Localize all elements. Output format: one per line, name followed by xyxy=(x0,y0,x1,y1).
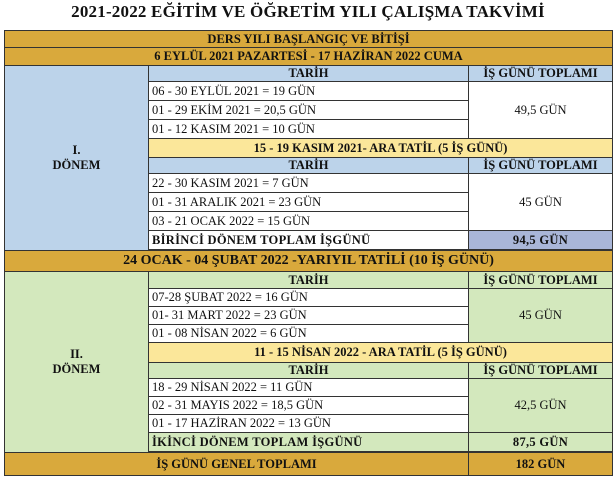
donem1-row-2: 01 - 29 EKİM 2021 = 20,5 GÜN xyxy=(149,101,469,120)
header-row-1 xyxy=(5,31,613,48)
grand-total-value: 182 GÜN xyxy=(469,453,613,476)
donem1-row-4: 22 - 30 KASIM 2021 = 7 GÜN xyxy=(149,174,469,193)
donem1-tarih-header-1: TARİH xyxy=(149,66,469,82)
donem2-row-6: 01 - 17 HAZİRAN 2022 = 13 GÜN xyxy=(149,415,469,433)
donem1-total-header-2: İŞ GÜNÜ TOPLAMI xyxy=(469,158,613,174)
donem2-label: II. DÖNEM xyxy=(5,272,149,453)
donem2-break: 11 - 15 NİSAN 2022 - ARA TATİL (5 İŞ GÜNÜ) xyxy=(149,343,613,363)
header-line2: 6 EYLÜL 2021 PAZARTESİ - 17 HAZİRAN 2022 CUMA xyxy=(5,48,613,66)
donem1-row-5: 01 - 31 ARALIK 2021 = 23 GÜN xyxy=(149,193,469,212)
donem2-tarih-header-1: TARİH xyxy=(149,272,469,289)
donem1-tarih-header-2: TARİH xyxy=(149,158,469,174)
header-row-2 xyxy=(5,48,613,66)
donem2-row-4: 18 - 29 NİSAN 2022 = 11 GÜN xyxy=(149,379,469,397)
donem1-row-6: 03 - 21 OCAK 2022 = 15 GÜN xyxy=(149,212,469,231)
calendar-table xyxy=(4,30,613,476)
donem1-block1-total: 49,5 GÜN xyxy=(469,82,613,139)
grand-total-label: İŞ GÜNÜ GENEL TOPLAMI xyxy=(5,453,469,476)
semester-break: 24 OCAK - 04 ŞUBAT 2022 -YARIYIL TATİLİ (10 İŞ GÜNÜ) xyxy=(5,251,613,272)
donem1-row-1: 06 - 30 EYLÜL 2021 = 19 GÜN xyxy=(149,82,469,101)
donem1-total-header-1: İŞ GÜNÜ TOPLAMI xyxy=(469,66,613,82)
donem1-label: I. DÖNEM xyxy=(5,66,149,251)
donem1-row-3: 01 - 12 KASIM 2021 = 10 GÜN xyxy=(149,120,469,139)
page-title: 2021-2022 EĞİTİM VE ÖĞRETİM YILI ÇALIŞMA TAKVİMİ xyxy=(71,2,545,21)
donem1-break: 15 - 19 KASIM 2021- ARA TATİL (5 İŞ GÜNÜ) xyxy=(149,139,613,158)
donem1-block2-total: 45 GÜN xyxy=(469,174,613,231)
donem2-total-header-2: İŞ GÜNÜ TOPLAMI xyxy=(469,363,613,379)
donem2-tarih-header-2: TARİH xyxy=(149,363,469,379)
donem2-row-1: 07-28 ŞUBAT 2022 = 16 GÜN xyxy=(149,289,469,307)
donem1-sum-label: BİRİNCİ DÖNEM TOPLAM İŞGÜNÜ xyxy=(149,231,469,250)
donem2-sum-value: 87,5 GÜN xyxy=(469,433,613,452)
donem2-block2-total: 42,5 GÜN xyxy=(469,379,613,433)
header-line1: DERS YILI BAŞLANGIÇ VE BİTİŞİ xyxy=(5,31,613,48)
donem2-row-5: 02 - 31 MAYIS 2022 = 18,5 GÜN xyxy=(149,397,469,415)
donem2-block1-total: 45 GÜN xyxy=(469,289,613,343)
donem2-sum-label: İKİNCİ DÖNEM TOPLAM İŞGÜNÜ xyxy=(149,433,469,452)
donem2-row-2: 01- 31 MART 2022 = 23 GÜN xyxy=(149,307,469,325)
donem2-row-3: 01 - 08 NİSAN 2022 = 6 GÜN xyxy=(149,325,469,343)
donem2-total-header-1: İŞ GÜNÜ TOPLAMI xyxy=(469,272,613,289)
donem1-sum-value: 94,5 GÜN xyxy=(469,231,613,250)
